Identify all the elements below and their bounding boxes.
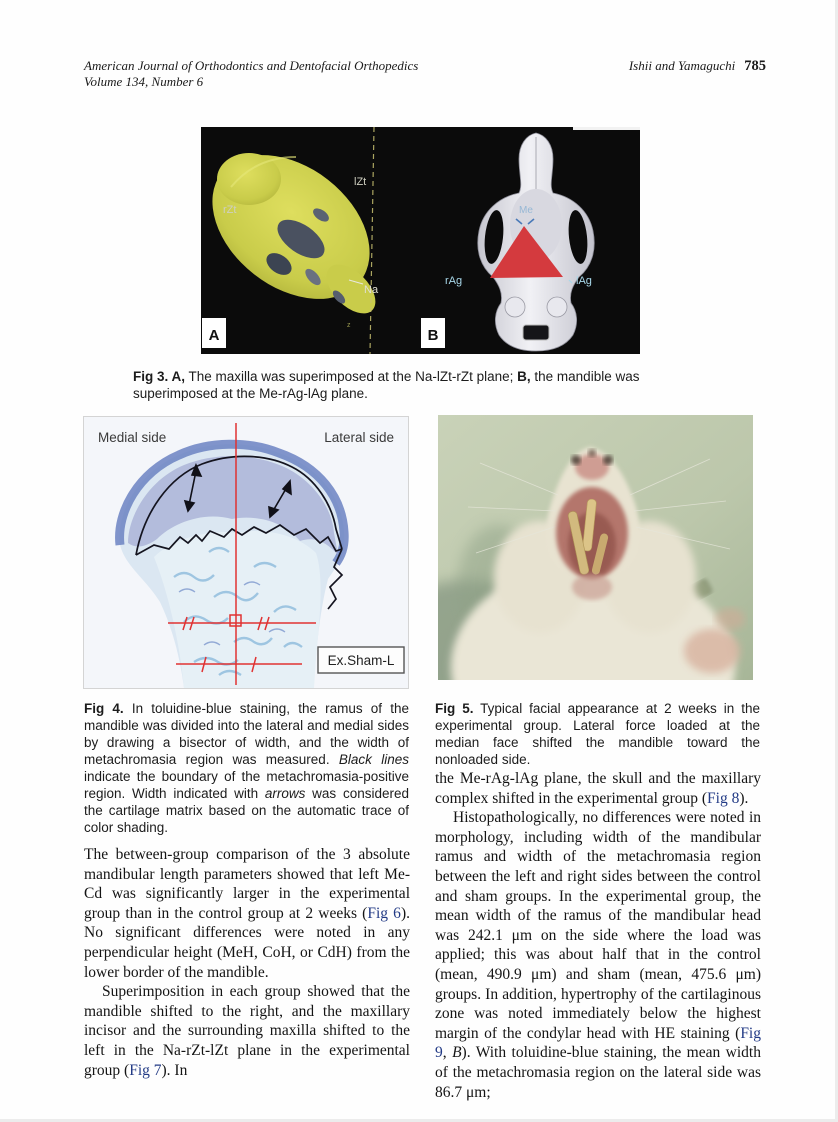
- landmark-rAg: rAg: [445, 275, 463, 287]
- figure5-caption: Fig 5. Typical facial appearance at 2 weeks in the experimental group. Lateral force loaded at the median face shifted the mandible toward the nonloaded side.: [435, 701, 760, 767]
- authors: Ishii and Yamaguchi: [628, 58, 736, 73]
- landmark-Me: Me: [519, 205, 533, 216]
- figure4-image: [84, 417, 408, 688]
- body-column-right: [435, 769, 761, 1102]
- paragraph: Superimposition in each group showed that the mandible shifted to the right, and the maxillary incisor and the surrounding maxilla shifted to the left in the Na-rZt-lZt plane in the experimental group (Fig 7). In: [84, 983, 410, 1079]
- paragraph: the Me-rAg-lAg plane, the skull and the maxillary complex shifted in the experimental group (Fig 8).: [435, 770, 761, 807]
- landmark-lZt: lZt: [354, 176, 367, 188]
- landmark-lAg: lAg: [576, 275, 592, 287]
- page-number: 785: [744, 58, 766, 74]
- journal-title: American Journal of Orthodontics and Dentofacial Orthopedics: [84, 58, 419, 73]
- fig9-reference-link[interactable]: Fig 9: [435, 1024, 761, 1062]
- skull-3d-renders: [201, 127, 640, 354]
- medial-side-label: Medial side: [98, 430, 167, 445]
- toluidine-blue-histology: [84, 417, 408, 688]
- journal-volume: Volume 134, Number 6: [84, 74, 204, 89]
- figure3-image: [201, 127, 640, 354]
- fig8-reference-link[interactable]: Fig 8: [707, 789, 740, 807]
- panel-letter-b: B: [427, 327, 439, 344]
- axis-z-label: z: [347, 322, 351, 329]
- landmark-Na: Na: [364, 284, 379, 296]
- figure5-caption-label: Fig 5.: [435, 701, 474, 716]
- panel-letter-a: A: [208, 327, 220, 344]
- running-head: [612, 58, 766, 75]
- rat-facial-photo: [438, 415, 753, 680]
- paragraph: The between-group comparison of the 3 absolute mandibular length parameters showed that left Me-Cd was significantly larger in the experimental group than in the control group at 2 weeks (Fig 6). No significant differences were noted in any perpendicular height (MeH, CoH, or CdH) from the lower border of the mandible.: [84, 846, 410, 981]
- body-column-left: [84, 845, 410, 1080]
- figure3-caption-label: Fig 3.: [133, 369, 169, 384]
- lateral-side-label: Lateral side: [324, 430, 394, 445]
- paragraph: Histopathologically, no differences were noted in morphology, including width of the mandibular ramus and width of the metachromasia region between the left and right sides between the control and sham groups. In the experimental group, the mean width of the ramus of the mandibular head was 242.1 μm on the side where the load was applied; this was about half that in the control (mean, 490.9 μm) and sham (mean, 475.6 μm) groups. In addition, hypertrophy of the cartilaginous zone was noted immediately below the highest margin of the condylar head with HE staining (Fig 9, B). With toluidine-blue staining, the mean width of the metachromasia region on the lateral side was 86.7 μm;: [435, 809, 761, 1101]
- fig6-reference-link[interactable]: Fig 6: [367, 904, 401, 922]
- fig7-reference-link[interactable]: Fig 7: [129, 1061, 162, 1079]
- figure4-caption-label: Fig 4.: [84, 701, 124, 716]
- figure4-caption: Fig 4. In toluidine-blue staining, the ramus of the mandible was divided into the lateral and medial sides by drawing a bisector of width, and the width of metachromasia region was measured. Black lines indicate the boundary of the metachromasia-positive region. Width indicated with arrows was considered the cartilage matrix based on the automatic trace of color shading.: [84, 701, 410, 835]
- landmark-rZt: rZt: [223, 204, 237, 216]
- journal-header: [84, 58, 418, 90]
- specimen-tag: Ex.Sham-L: [327, 653, 395, 668]
- figure3-caption: Fig 3. A, The maxilla was superimposed at the Na-lZt-rZt plane; B, the mandible was superimposed at the Me-rAg-lAg plane.: [133, 369, 640, 401]
- figure5-image: [438, 415, 753, 680]
